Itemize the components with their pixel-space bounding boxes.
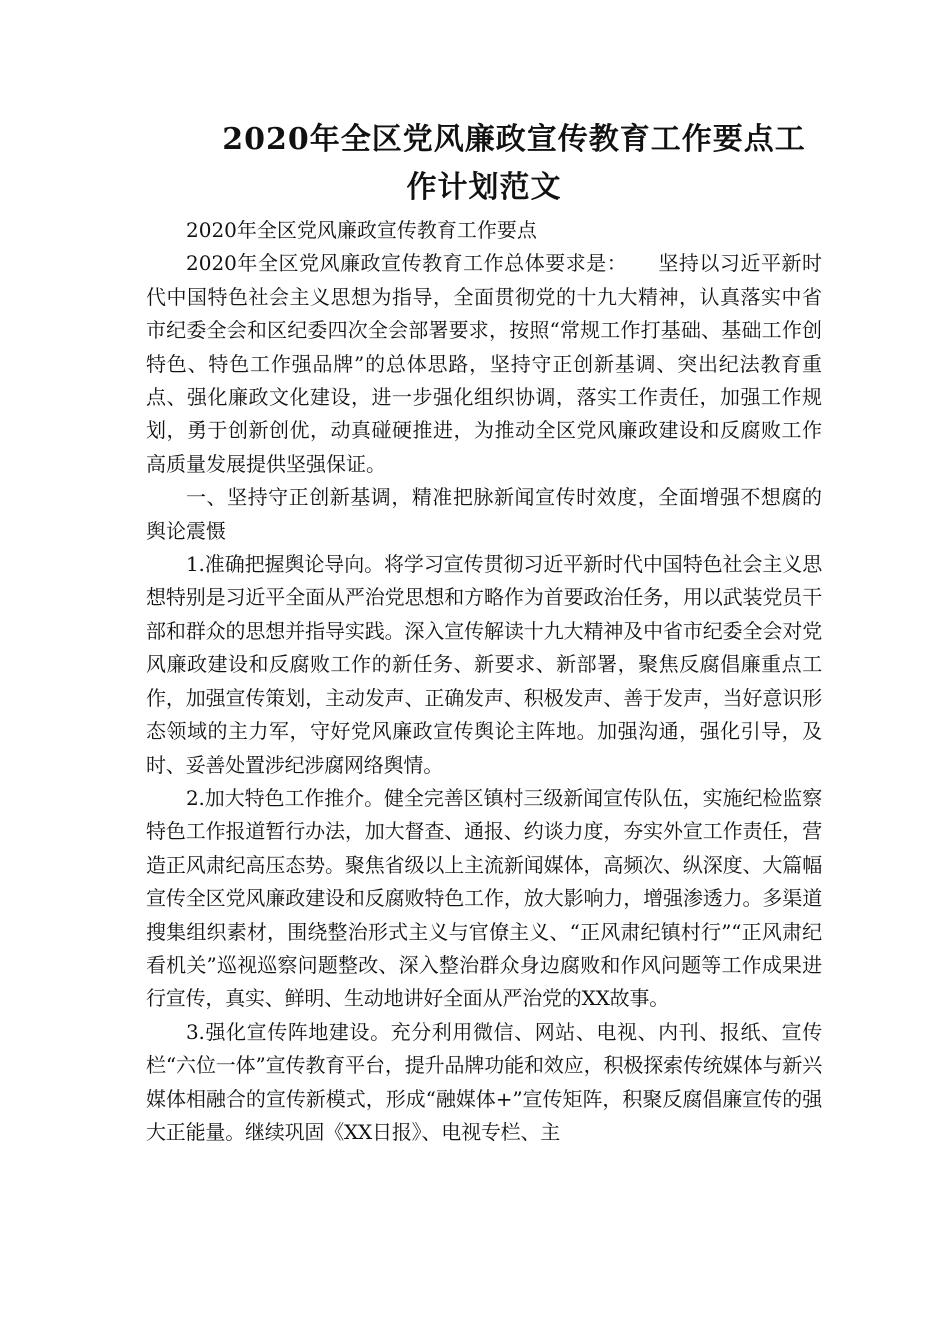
- document-page: [146, 116, 822, 1149]
- item-2-paragraph: 2.加大特色工作推介。健全完善区镇村三级新闻宣传队伍，实施纪检监察特色工作报道暂行办法，加大督查、通报、约谈力度，夯实外宣工作责任，营造正风肃纪高压态势。聚焦省级以上主流新闻媒体，高频次、纵深度、大篇幅宣传全区党风廉政建设和反腐败特色工作，放大影响力，增强渗透力。多渠道搜集组织素材，围绕整治形式主义与官僚主义、“正风肃纪镇村行”“正风肃纪看机关”巡视巡察问题整改、深入整治群众身边腐败和作风问题等工作成果进行宣传，真实、鲜明、生动地讲好全面从严治党的XX故事。: [146, 785, 822, 1011]
- document-title: [146, 116, 822, 212]
- item-3-paragraph: 3.强化宣传阵地建设。充分利用微信、网站、电视、内刊、报纸、宣传栏“六位一体”宣传教育平台，提升品牌功能和效应，积极探索传统媒体与新兴媒体相融合的宣传新模式，形成“融媒体+”宣传矩阵，积聚反腐倡廉宣传的强大正能量。继续巩固《XX日报》、电视专栏、主: [146, 1019, 822, 1144]
- title-line-1: 2020年全区党风廉政宣传教育工作要点工: [222, 122, 806, 157]
- overall-requirements-paragraph: 2020年全区党风廉政宣传教育工作总体要求是： 坚持以习近平新时代中国特色社会主义思想为指导，全面贯彻党的十九大精神，认真落实中省市纪委全会和区纪委四次全会部署要求，按照“常规工作打基础、基础工作创特色、特色工作强品牌”的总体思路，坚持守正创新基调、突出纪法教育重点、强化廉政文化建设，进一步强化组织协调，落实工作责任，加强工作规划，勇于创新创优，动真碰硬推进，为推动全区党风廉政建设和反腐败工作高质量发展提供坚强保证。: [146, 251, 822, 476]
- subtitle-paragraph: 2020年全区党风廉政宣传教育工作要点: [186, 218, 537, 242]
- item-1-paragraph: 1.准确把握舆论导向。将学习宣传贯彻习近平新时代中国特色社会主义思想特别是习近平全面从严治党思想和方略作为首要政治任务，用以武装党员干部和群众的思想并指导实践。深入宣传解读十九大精神及中省市纪委全会对党风廉政建设和反腐败工作的新任务、新要求、新部署，聚焦反腐倡廉重点工作，加强宣传策划，主动发声、正确发声、积极发声、善于发声，当好意识形态领域的主力军，守好党风廉政宣传舆论主阵地。加强沟通，强化引导，及时、妥善处置涉纪涉腐网络舆情。: [146, 552, 822, 777]
- title-line-2: 作计划范文: [406, 170, 562, 205]
- section-one-heading: 一、坚持守正创新基调，精准把脉新闻宣传时效度，全面增强不想腐的舆论震慑: [146, 485, 822, 543]
